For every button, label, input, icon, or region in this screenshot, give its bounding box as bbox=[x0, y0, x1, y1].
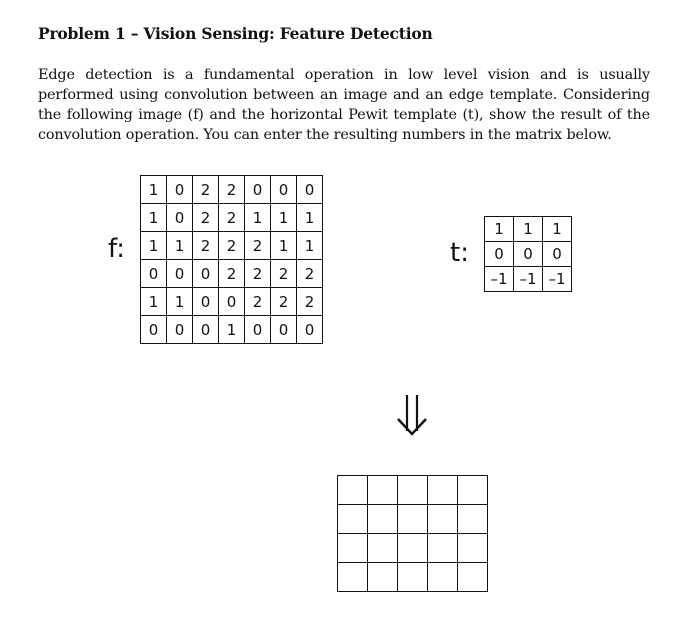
matrix-cell: 2 bbox=[245, 260, 271, 288]
result-cell[interactable] bbox=[338, 534, 368, 563]
matrix-cell: 2 bbox=[297, 260, 323, 288]
matrix-cell: 0 bbox=[245, 316, 271, 344]
matrix-cell: 1 bbox=[219, 316, 245, 344]
matrix-cell: 2 bbox=[219, 232, 245, 260]
matrix-cell: 0 bbox=[167, 316, 193, 344]
result-cell[interactable] bbox=[338, 505, 368, 534]
matrix-cell: 2 bbox=[245, 232, 271, 260]
matrix-cell: 1 bbox=[245, 204, 271, 232]
matrix-cell: 0 bbox=[543, 242, 572, 267]
matrix-cell: 1 bbox=[141, 288, 167, 316]
matrix-cell: 0 bbox=[297, 316, 323, 344]
matrix-cell: 1 bbox=[141, 176, 167, 204]
result-cell[interactable] bbox=[338, 563, 368, 592]
matrix-cell: 2 bbox=[219, 176, 245, 204]
matrix-row bbox=[141, 204, 323, 232]
matrix-row bbox=[338, 563, 488, 592]
matrix-cell: 0 bbox=[271, 176, 297, 204]
matrix-cell: 0 bbox=[141, 316, 167, 344]
matrix-row bbox=[485, 267, 572, 292]
matrix-row bbox=[338, 476, 488, 505]
matrix-cell: 1 bbox=[485, 217, 514, 242]
image-f-label: f: bbox=[108, 234, 125, 264]
result-cell[interactable] bbox=[398, 563, 428, 592]
matrix-row bbox=[485, 217, 572, 242]
matrix-cell: 0 bbox=[193, 288, 219, 316]
result-cell[interactable] bbox=[458, 505, 488, 534]
matrix-row bbox=[338, 534, 488, 563]
matrix-cell: 1 bbox=[167, 288, 193, 316]
matrix-cell: 1 bbox=[167, 232, 193, 260]
matrix-row bbox=[141, 316, 323, 344]
double-down-arrow-icon bbox=[395, 393, 429, 442]
result-cell[interactable] bbox=[428, 534, 458, 563]
matrix-cell: 2 bbox=[245, 288, 271, 316]
result-cell[interactable] bbox=[368, 505, 398, 534]
template-t-matrix bbox=[484, 216, 572, 292]
result-cell[interactable] bbox=[368, 476, 398, 505]
result-matrix[interactable] bbox=[337, 475, 488, 592]
result-cell[interactable] bbox=[458, 534, 488, 563]
matrix-row bbox=[141, 288, 323, 316]
matrix-cell: 1 bbox=[543, 217, 572, 242]
matrix-cell: 0 bbox=[167, 204, 193, 232]
result-cell[interactable] bbox=[368, 534, 398, 563]
result-cell[interactable] bbox=[338, 476, 368, 505]
result-cell[interactable] bbox=[428, 563, 458, 592]
result-cell[interactable] bbox=[398, 476, 428, 505]
matrix-cell: 0 bbox=[219, 288, 245, 316]
matrix-cell: –1 bbox=[485, 267, 514, 292]
matrix-row bbox=[141, 232, 323, 260]
matrix-cell: 2 bbox=[271, 260, 297, 288]
result-cell[interactable] bbox=[428, 505, 458, 534]
matrix-cell: 2 bbox=[219, 204, 245, 232]
matrix-cell: 0 bbox=[297, 176, 323, 204]
matrix-cell: –1 bbox=[543, 267, 572, 292]
matrix-cell: 1 bbox=[297, 232, 323, 260]
matrix-cell: 1 bbox=[297, 204, 323, 232]
result-cell[interactable] bbox=[398, 534, 428, 563]
matrix-cell: –1 bbox=[514, 267, 543, 292]
template-t-label: t: bbox=[450, 238, 469, 268]
matrix-cell: 0 bbox=[141, 260, 167, 288]
result-cell[interactable] bbox=[368, 563, 398, 592]
matrix-cell: 2 bbox=[193, 232, 219, 260]
result-cell[interactable] bbox=[428, 476, 458, 505]
matrix-cell: 0 bbox=[271, 316, 297, 344]
matrix-cell: 2 bbox=[193, 176, 219, 204]
matrix-row bbox=[338, 505, 488, 534]
matrix-cell: 0 bbox=[167, 176, 193, 204]
result-cell[interactable] bbox=[458, 563, 488, 592]
matrix-row bbox=[485, 242, 572, 267]
matrix-cell: 2 bbox=[271, 288, 297, 316]
problem-description: Edge detection is a fundamental operation in low level vision and is usually performed using convolution between an image and an edge template. Considering the following image (f) and the horizontal Pewit template (t), show the result of the convolution operation. You can enter the resulting numbers in the matrix below. bbox=[38, 67, 650, 143]
matrix-cell: 0 bbox=[245, 176, 271, 204]
matrix-cell: 0 bbox=[193, 260, 219, 288]
matrix-cell: 1 bbox=[271, 204, 297, 232]
matrix-cell: 1 bbox=[271, 232, 297, 260]
matrix-row bbox=[141, 176, 323, 204]
matrix-cell: 2 bbox=[193, 204, 219, 232]
result-cell[interactable] bbox=[458, 476, 488, 505]
matrix-cell: 2 bbox=[297, 288, 323, 316]
matrix-cell: 1 bbox=[514, 217, 543, 242]
matrix-cell: 1 bbox=[141, 232, 167, 260]
problem-title: Problem 1 – Vision Sensing: Feature Detection bbox=[38, 24, 433, 43]
matrix-cell: 0 bbox=[514, 242, 543, 267]
matrix-cell: 0 bbox=[485, 242, 514, 267]
matrix-cell: 0 bbox=[193, 316, 219, 344]
matrix-cell: 0 bbox=[167, 260, 193, 288]
image-f-matrix bbox=[140, 175, 323, 344]
matrix-row bbox=[141, 260, 323, 288]
result-cell[interactable] bbox=[398, 505, 428, 534]
matrix-cell: 1 bbox=[141, 204, 167, 232]
matrix-cell: 2 bbox=[219, 260, 245, 288]
